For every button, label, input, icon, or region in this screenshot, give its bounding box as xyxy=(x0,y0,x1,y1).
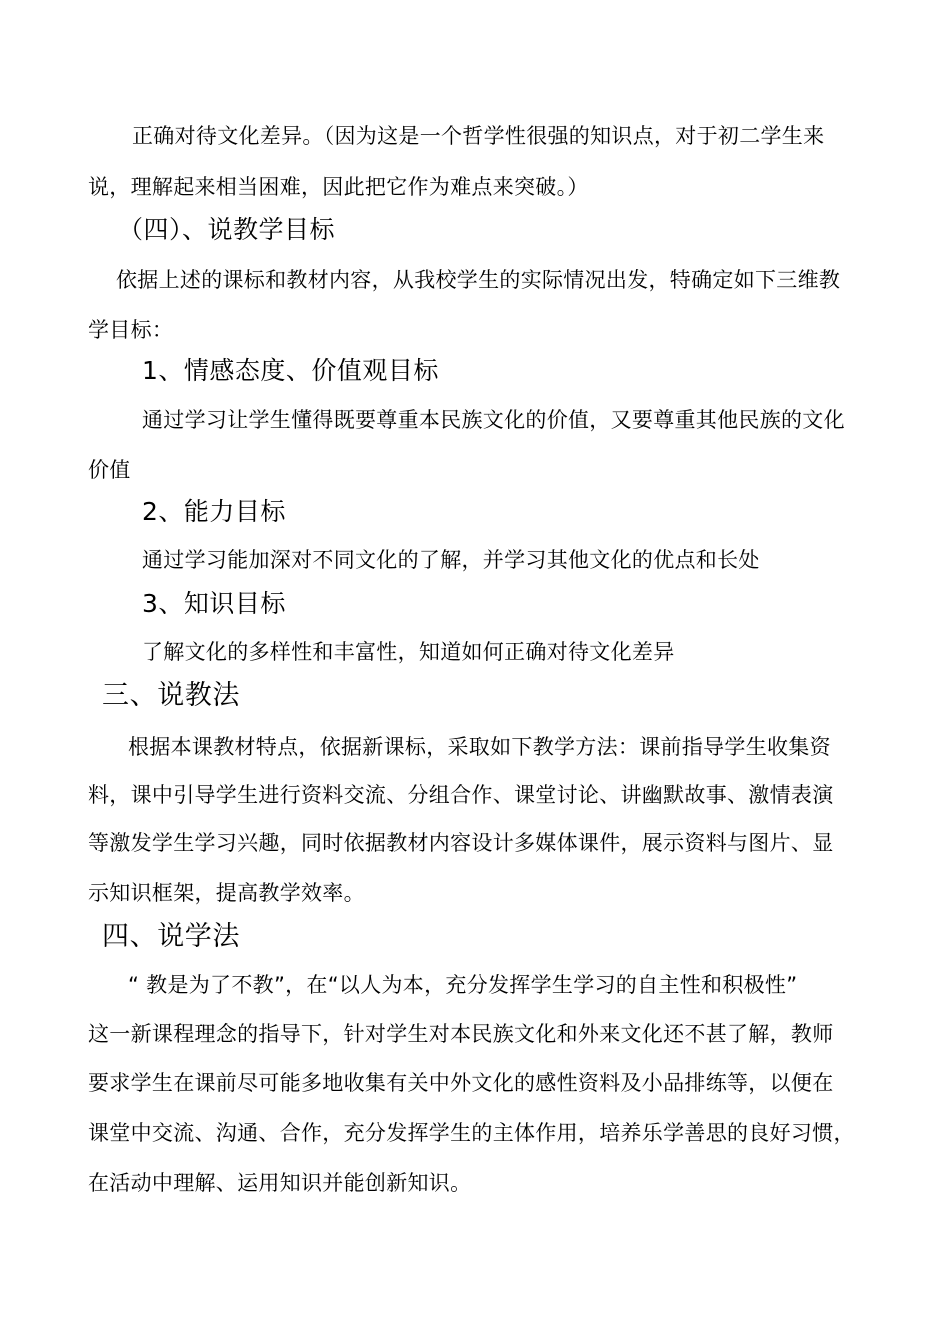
paragraph-line: 料，课中引导学生进行资料交流、分组合作、课堂讨论、讲幽默故事、激情表演 xyxy=(88,783,834,807)
paragraph-line: 根据本课教材特点，依据新课标，采取如下教学方法：课前指导学生收集资 xyxy=(128,735,831,759)
section-heading-learning-method: 四、说学法 xyxy=(102,921,240,952)
paragraph-line: 学目标： xyxy=(88,318,174,342)
section-heading-teaching-goals: （四）、说教学目标 xyxy=(118,215,336,244)
paragraph-line: 正确对待文化差异。（因为这是一个哲学性很强的知识点，对于初二学生来 xyxy=(132,124,825,148)
paragraph-line: 通过学习能加深对不同文化的了解，并学习其他文化的优点和长处 xyxy=(142,548,760,572)
section-heading-teaching-method: 三、说教法 xyxy=(102,680,240,711)
paragraph-line: 等激发学生学习兴趣，同时依据教材内容设计多媒体课件，展示资料与图片、显 xyxy=(88,831,834,855)
goal-heading-ability: 2、能力目标 xyxy=(142,497,286,526)
paragraph-line: 依据上述的课标和教材内容，从我校学生的实际情况出发，特确定如下三维教 xyxy=(116,268,841,292)
goal-heading-knowledge: 3、知识目标 xyxy=(142,589,286,618)
paragraph-line: 示知识框架，提高教学效率。 xyxy=(88,881,365,905)
paragraph-line: “ 教是为了不教”，在“以人为本，充分发挥学生学习的自主性和积极性” xyxy=(128,973,798,997)
goal-heading-emotion: 1、情感态度、价值观目标 xyxy=(142,356,439,385)
paragraph-line: 说，理解起来相当困难，因此把它作为难点来突破。） xyxy=(88,175,589,199)
paragraph-line: 课堂中交流、沟通、合作，充分发挥学生的主体作用，培养乐学善思的良好习惯， xyxy=(88,1121,855,1145)
paragraph-line: 这一新课程理念的指导下，针对学生对本民族文化和外来文化还不甚了解，教师 xyxy=(88,1022,834,1046)
paragraph-line: 在活动中理解、运用知识并能创新知识。 xyxy=(88,1171,472,1195)
paragraph-line: 要求学生在课前尽可能多地收集有关中外文化的感性资料及小品排练等，以便在 xyxy=(88,1071,834,1095)
paragraph-line: 了解文化的多样性和丰富性，知道如何正确对待文化差异 xyxy=(142,640,675,664)
paragraph-line: 通过学习让学生懂得既要尊重本民族文化的价值，又要尊重其他民族的文化 xyxy=(142,408,845,432)
paragraph-line: 价值 xyxy=(88,458,131,482)
